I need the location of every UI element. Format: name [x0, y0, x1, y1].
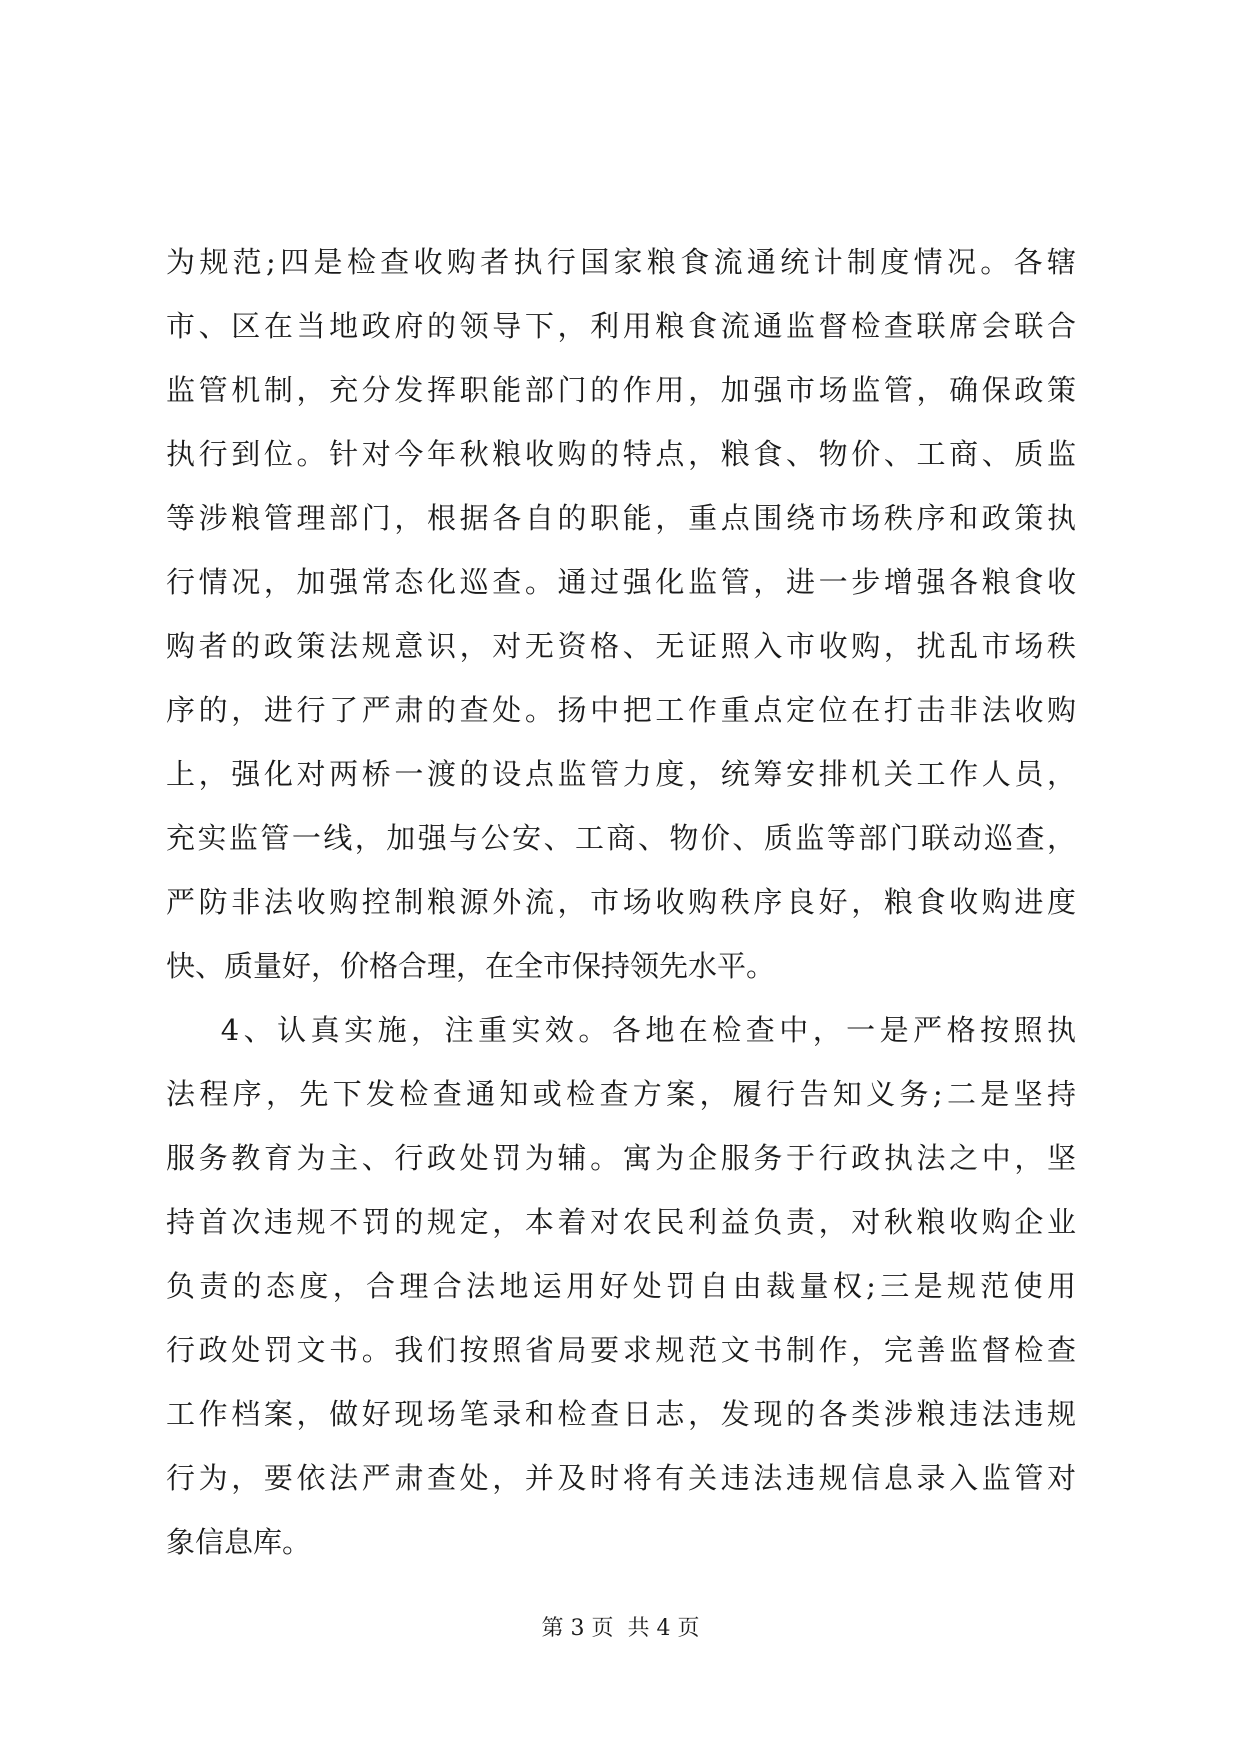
- text-line: 持首次违规不罚的规定，本着对农民利益负责，对秋粮收购企业: [166, 1205, 1076, 1239]
- text-line: 行情况，加强常态化巡查。通过强化监管，进一步增强各粮食收: [166, 565, 1076, 599]
- text-line: 充实监管一线，加强与公安、工商、物价、质监等部门联动巡查，: [166, 821, 1076, 855]
- paragraph-1: [166, 230, 1076, 998]
- text-line: 上，强化对两桥一渡的设点监管力度，统筹安排机关工作人员，: [166, 757, 1076, 791]
- text-line: 法程序，先下发检查通知或检查方案，履行告知义务;二是坚持: [166, 1077, 1076, 1111]
- text-line: 序的，进行了严肃的查处。扬中把工作重点定位在打击非法收购: [166, 693, 1076, 727]
- text-line: 执行到位。针对今年秋粮收购的特点，粮食、物价、工商、质监: [166, 437, 1076, 471]
- paragraph-2: [166, 998, 1076, 1574]
- document-body: [166, 230, 1076, 1574]
- text-line: 4、认真实施，注重实效。各地在检查中，一是严格按照执: [166, 1013, 1076, 1047]
- text-line: 服务教育为主、行政处罚为辅。寓为企服务于行政执法之中，坚: [166, 1141, 1076, 1175]
- text-line: 市、区在当地政府的领导下，利用粮食流通监督检查联席会联合: [166, 309, 1076, 343]
- text-line: 为规范;四是检查收购者执行国家粮食流通统计制度情况。各辖: [166, 245, 1076, 279]
- text-line: 等涉粮管理部门，根据各自的职能，重点围绕市场秩序和政策执: [166, 501, 1076, 535]
- text-line: 行为，要依法严肃查处，并及时将有关违法违规信息录入监管对: [166, 1461, 1076, 1495]
- text-line: 监管机制，充分发挥职能部门的作用，加强市场监管，确保政策: [166, 373, 1076, 407]
- text-line: 负责的态度，合理合法地运用好处罚自由裁量权;三是规范使用: [166, 1269, 1076, 1303]
- text-line: 严防非法收购控制粮源外流，市场收购秩序良好，粮食收购进度: [166, 885, 1076, 919]
- text-line: 工作档案，做好现场笔录和检查日志，发现的各类涉粮违法违规: [166, 1397, 1076, 1431]
- text-line: 象信息库。: [166, 1525, 312, 1559]
- text-line: 购者的政策法规意识，对无资格、无证照入市收购，扰乱市场秩: [166, 629, 1076, 663]
- text-line: 快、质量好，价格合理，在全市保持领先水平。: [166, 949, 776, 983]
- page-number-footer: 第 3 页 共 4 页: [541, 1616, 700, 1641]
- text-line: 行政处罚文书。我们按照省局要求规范文书制作，完善监督检查: [166, 1333, 1076, 1367]
